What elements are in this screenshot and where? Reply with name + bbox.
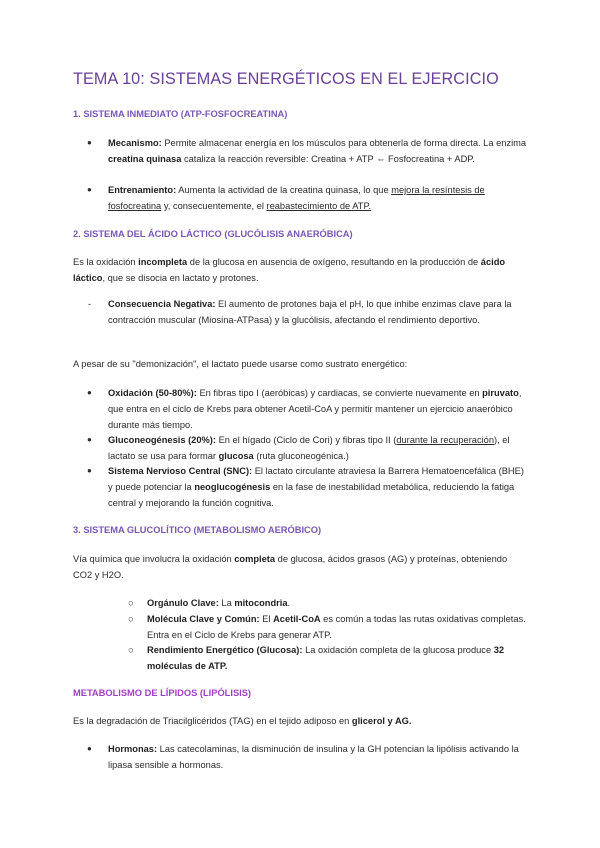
bullet-marker: ● <box>87 388 92 397</box>
paragraph: A pesar de su "demonización", el lactato puede usarse como sustrato energético: <box>73 359 408 369</box>
paragraph <box>73 551 528 583</box>
section-1-heading: 1. SISTEMA INMEDIATO (ATP-FOSFOCREATINA) <box>73 109 288 119</box>
text: Es la oxidación <box>73 257 139 267</box>
list-item <box>147 642 528 674</box>
item-bold: piruvato <box>482 388 519 398</box>
item-text: ), el lactato se usa para formar <box>108 435 510 461</box>
bullet-marker: ● <box>87 435 92 444</box>
item-text: En el hígado (Ciclo de Cori) y fibras tipo II ( <box>215 435 397 445</box>
item-underline: mejora la resíntesis de fosfocreatina <box>108 185 485 211</box>
item-text: (ruta gluconeogénica.) <box>253 451 349 461</box>
item-text: . <box>287 598 291 608</box>
text: de la glucosa en ausencia de oxígeno, resultando en la producción de <box>187 257 481 267</box>
paragraph <box>73 713 528 729</box>
item-text: El lactato circulante atraviesa la Barrera Hematoencefálica (BHE) y puede potenciar la <box>108 466 524 492</box>
item-text: La <box>218 598 235 608</box>
item-label: Sistema Nervioso Central (SNC): <box>108 466 253 476</box>
item-text: En fibras tipo I (aeróbicas) y cardiacas, se convierte nuevamente en <box>196 388 483 398</box>
item-label: Entrenamiento: <box>108 185 177 195</box>
list-item <box>108 741 528 773</box>
bold-text: glicerol y AG. <box>351 716 412 726</box>
item-bold: mitocondria <box>234 598 288 608</box>
item-text: El aumento de protones baja el pH, lo que inhibe enzimas clave para la contracción muscular (Miosina-ATPasa) y la glucólisis, afectando el rendimiento deportivo. <box>108 299 512 325</box>
item-label: Mecanismo: <box>108 138 162 148</box>
item-label: Molécula Clave y Común: <box>147 614 260 624</box>
section-3-heading: 3. SISTEMA GLUCOLÍTICO (METABOLISMO AERÓBICO) <box>73 525 322 535</box>
item-text: La oxidación completa de la glucosa produce <box>302 645 494 655</box>
text: de glucosa, ácidos grasos (AG) y proteínas, obteniendo CO2 y H2O. <box>73 554 508 580</box>
item-label: Gluconeogénesis (20%): <box>108 435 216 445</box>
bullet-marker: ● <box>87 466 92 475</box>
list-item <box>108 296 528 328</box>
item-text: Aumenta la actividad de la creatina quinasa, lo que <box>176 185 392 195</box>
item-label: Consecuencia Negativa: <box>108 299 216 309</box>
list-item <box>108 182 528 214</box>
text: Es la degradación de Triacilglicéridos (TAG) en el tejido adiposo en <box>73 716 352 726</box>
section-2-heading: 2. SISTEMA DEL ÁCIDO LÁCTICO (GLUCÓLISIS ANAERÓBICA) <box>73 229 353 239</box>
text: Vía química que involucra la oxidación <box>73 554 235 564</box>
item-text: y, consecuentemente, el <box>161 201 267 211</box>
bold-text: completa <box>234 554 276 564</box>
list-item <box>108 385 528 433</box>
item-bold: Acetil-CoA <box>273 614 321 624</box>
item-bold: neoglucogénesis <box>194 482 271 492</box>
bullet-marker: ● <box>87 744 92 753</box>
list-item <box>108 135 528 167</box>
item-text: El <box>259 614 274 624</box>
item-text: en la fase de inestabilidad metabólica, reduciendo la fatiga central y mejorando la función cognitiva. <box>108 482 515 508</box>
item-underline: reabastecimiento de ATP. <box>266 201 372 211</box>
item-text: cataliza la reacción reversible: Creatina + ATP ⇔ Fosfocreatina + ADP. <box>181 154 475 164</box>
list-item <box>147 595 528 611</box>
list-item <box>108 432 528 464</box>
page-title: TEMA 10: SISTEMAS ENERGÉTICOS EN EL EJERCICIO <box>73 70 499 88</box>
text: , que se disocia en lactato y protones. <box>102 273 259 283</box>
section-4-heading: METABOLISMO DE LÍPIDOS (LIPÓLISIS) <box>73 688 252 698</box>
paragraph <box>73 254 528 286</box>
item-bold: 32 moléculas de ATP. <box>147 645 505 671</box>
bold-text: ácido láctico <box>73 257 506 283</box>
item-text: es común a todas las rutas oxidativas completas. Entra en el Ciclo de Krebs para generar ATP. <box>147 614 526 640</box>
item-text: , que entra en el ciclo de Krebs para obtener Acetil-CoA y permitir mantener un ejercicio anaeróbico durante más tiempo. <box>108 388 522 430</box>
dash-marker: - <box>88 299 92 309</box>
item-text: Las catecolaminas, la disminución de insulina y la GH potencian la lipólisis activando la lipasa sensible a hormonas. <box>108 744 519 770</box>
circle-marker: ○ <box>128 614 134 624</box>
item-label: Hormonas: <box>108 744 158 754</box>
circle-marker: ○ <box>128 645 134 655</box>
circle-marker: ○ <box>128 598 134 608</box>
item-bold: creatina quinasa <box>108 154 182 164</box>
bullet-marker: ● <box>87 185 92 194</box>
item-label: Oxidación (50-80%): <box>108 388 197 398</box>
item-underline: durante la recuperación <box>396 435 495 445</box>
item-bold: glucosa <box>218 451 254 461</box>
item-text: Permite almacenar energía en los músculos para obtenerla de forma directa. La enzima <box>161 138 527 148</box>
bullet-marker: ● <box>87 138 92 147</box>
bold-text: incompleta <box>138 257 188 267</box>
list-item <box>108 463 528 511</box>
list-item <box>147 611 528 643</box>
item-label: Rendimiento Energético (Glucosa): <box>147 645 303 655</box>
item-label: Orgánulo Clave: <box>147 598 219 608</box>
